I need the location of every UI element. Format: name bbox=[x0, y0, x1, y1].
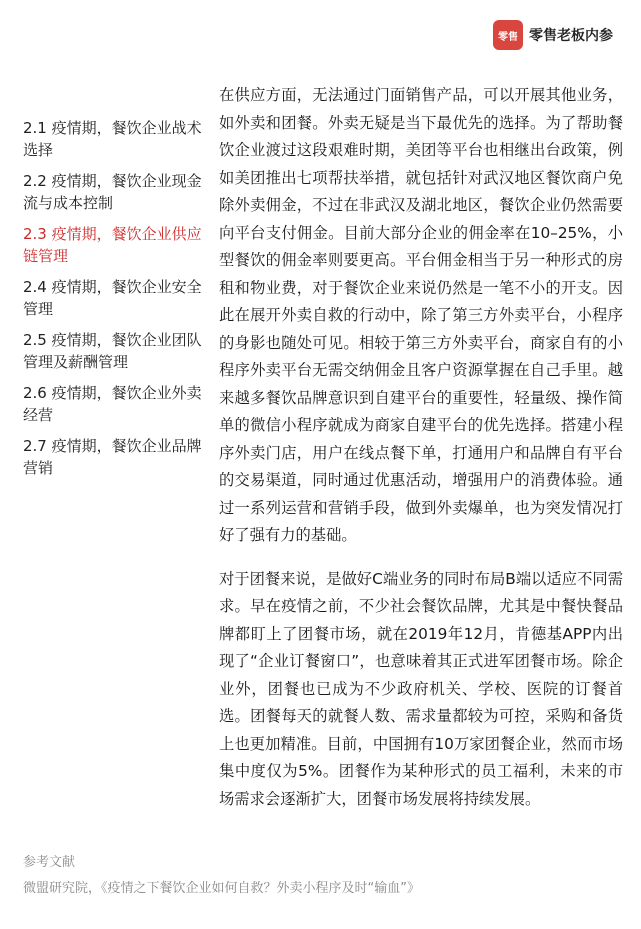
toc-item-2-2[interactable]: 2.2 疫情期，餐饮企业现金流与成本控制 bbox=[23, 172, 202, 212]
article-body bbox=[219, 82, 623, 829]
brand-name: 零售老板内参 bbox=[529, 28, 613, 44]
toc-item-2-4[interactable]: 2.4 疫情期，餐饮企业安全管理 bbox=[23, 278, 202, 318]
reference-item: 微盟研究院，《疫情之下餐饮企业如何自救？外卖小程序及时“输血”》 bbox=[23, 881, 420, 896]
brand-badge-icon: 零售 bbox=[493, 20, 523, 50]
paragraph-supply: 在供应方面，无法通过门面销售产品，可以开展其他业务，如外卖和团餐。外卖无疑是当下最优先的选择。为了帮助餐饮企业渡过这段艰难时期，美团等平台也相继出台政策，例如美团推出七项帮扶举措，就包括针对武汉地区餐饮商户免除外卖佣金，不过在非武汉及湖北地区，餐饮企业仍然需要向平台支付佣金。目前大部分企业的佣金率在10–25%，小型餐饮的佣金率则要更高。平台佣金相当于另一种形式的房租和物业费，对于餐饮企业来说仍然是一笔不小的开支。因此在展开外卖自救的行动中，除了第三方外卖平台，小程序的身影也随处可见。相较于第三方外卖平台，商家自有的小程序外卖平台无需交纳佣金且客户资源掌握在自己手里。越来越多餐饮品牌意识到自建平台的重要性，轻量级、操作简单的微信小程序就成为商家自建平台的优先选择。搭建小程序外卖门店，用户在线点餐下单，打通用户和品牌自有平台的交易渠道，同时通过优惠活动，增强用户的消费体验。通过一系列运营和营销手段，做到外卖爆单，也为突发情况打好了强有力的基础。 bbox=[219, 86, 623, 544]
brand-logo bbox=[493, 20, 613, 50]
toc-item-2-7[interactable]: 2.7 疫情期，餐饮企业品牌营销 bbox=[23, 437, 202, 477]
paragraph-group-meals: 对于团餐来说，是做好C端业务的同时布局B端以适应不同需求。早在疫情之前，不少社会餐饮品牌，尤其是中餐快餐品牌都盯上了团餐市场，就在2019年12月，肯德基APP内出现了“企业订餐窗口”，也意味着其正式进军团餐市场。除企业外，团餐也已成为不少政府机关、学校、医院的订餐首选。团餐每天的就餐人数、需求量都较为可控，采购和备货上也更加精准。目前，中国拥有10万家团餐企业，然而市场集中度仅为5%。团餐作为某种形式的员工福利，未来的市场需求会逐渐扩大，团餐市场发展将持续发展。 bbox=[219, 569, 623, 808]
toc-item-2-3[interactable]: 2.3 疫情期，餐饮企业供应链管理 bbox=[23, 225, 202, 265]
toc-item-2-5[interactable]: 2.5 疫情期，餐饮企业团队管理及薪酬管理 bbox=[23, 331, 202, 371]
table-of-contents bbox=[23, 117, 203, 488]
references-label: 参考文献 bbox=[23, 855, 76, 870]
toc-item-2-1[interactable]: 2.1 疫情期，餐饮企业战术选择 bbox=[23, 119, 202, 159]
references bbox=[23, 853, 623, 899]
toc-item-2-6[interactable]: 2.6 疫情期，餐饮企业外卖经营 bbox=[23, 384, 202, 424]
